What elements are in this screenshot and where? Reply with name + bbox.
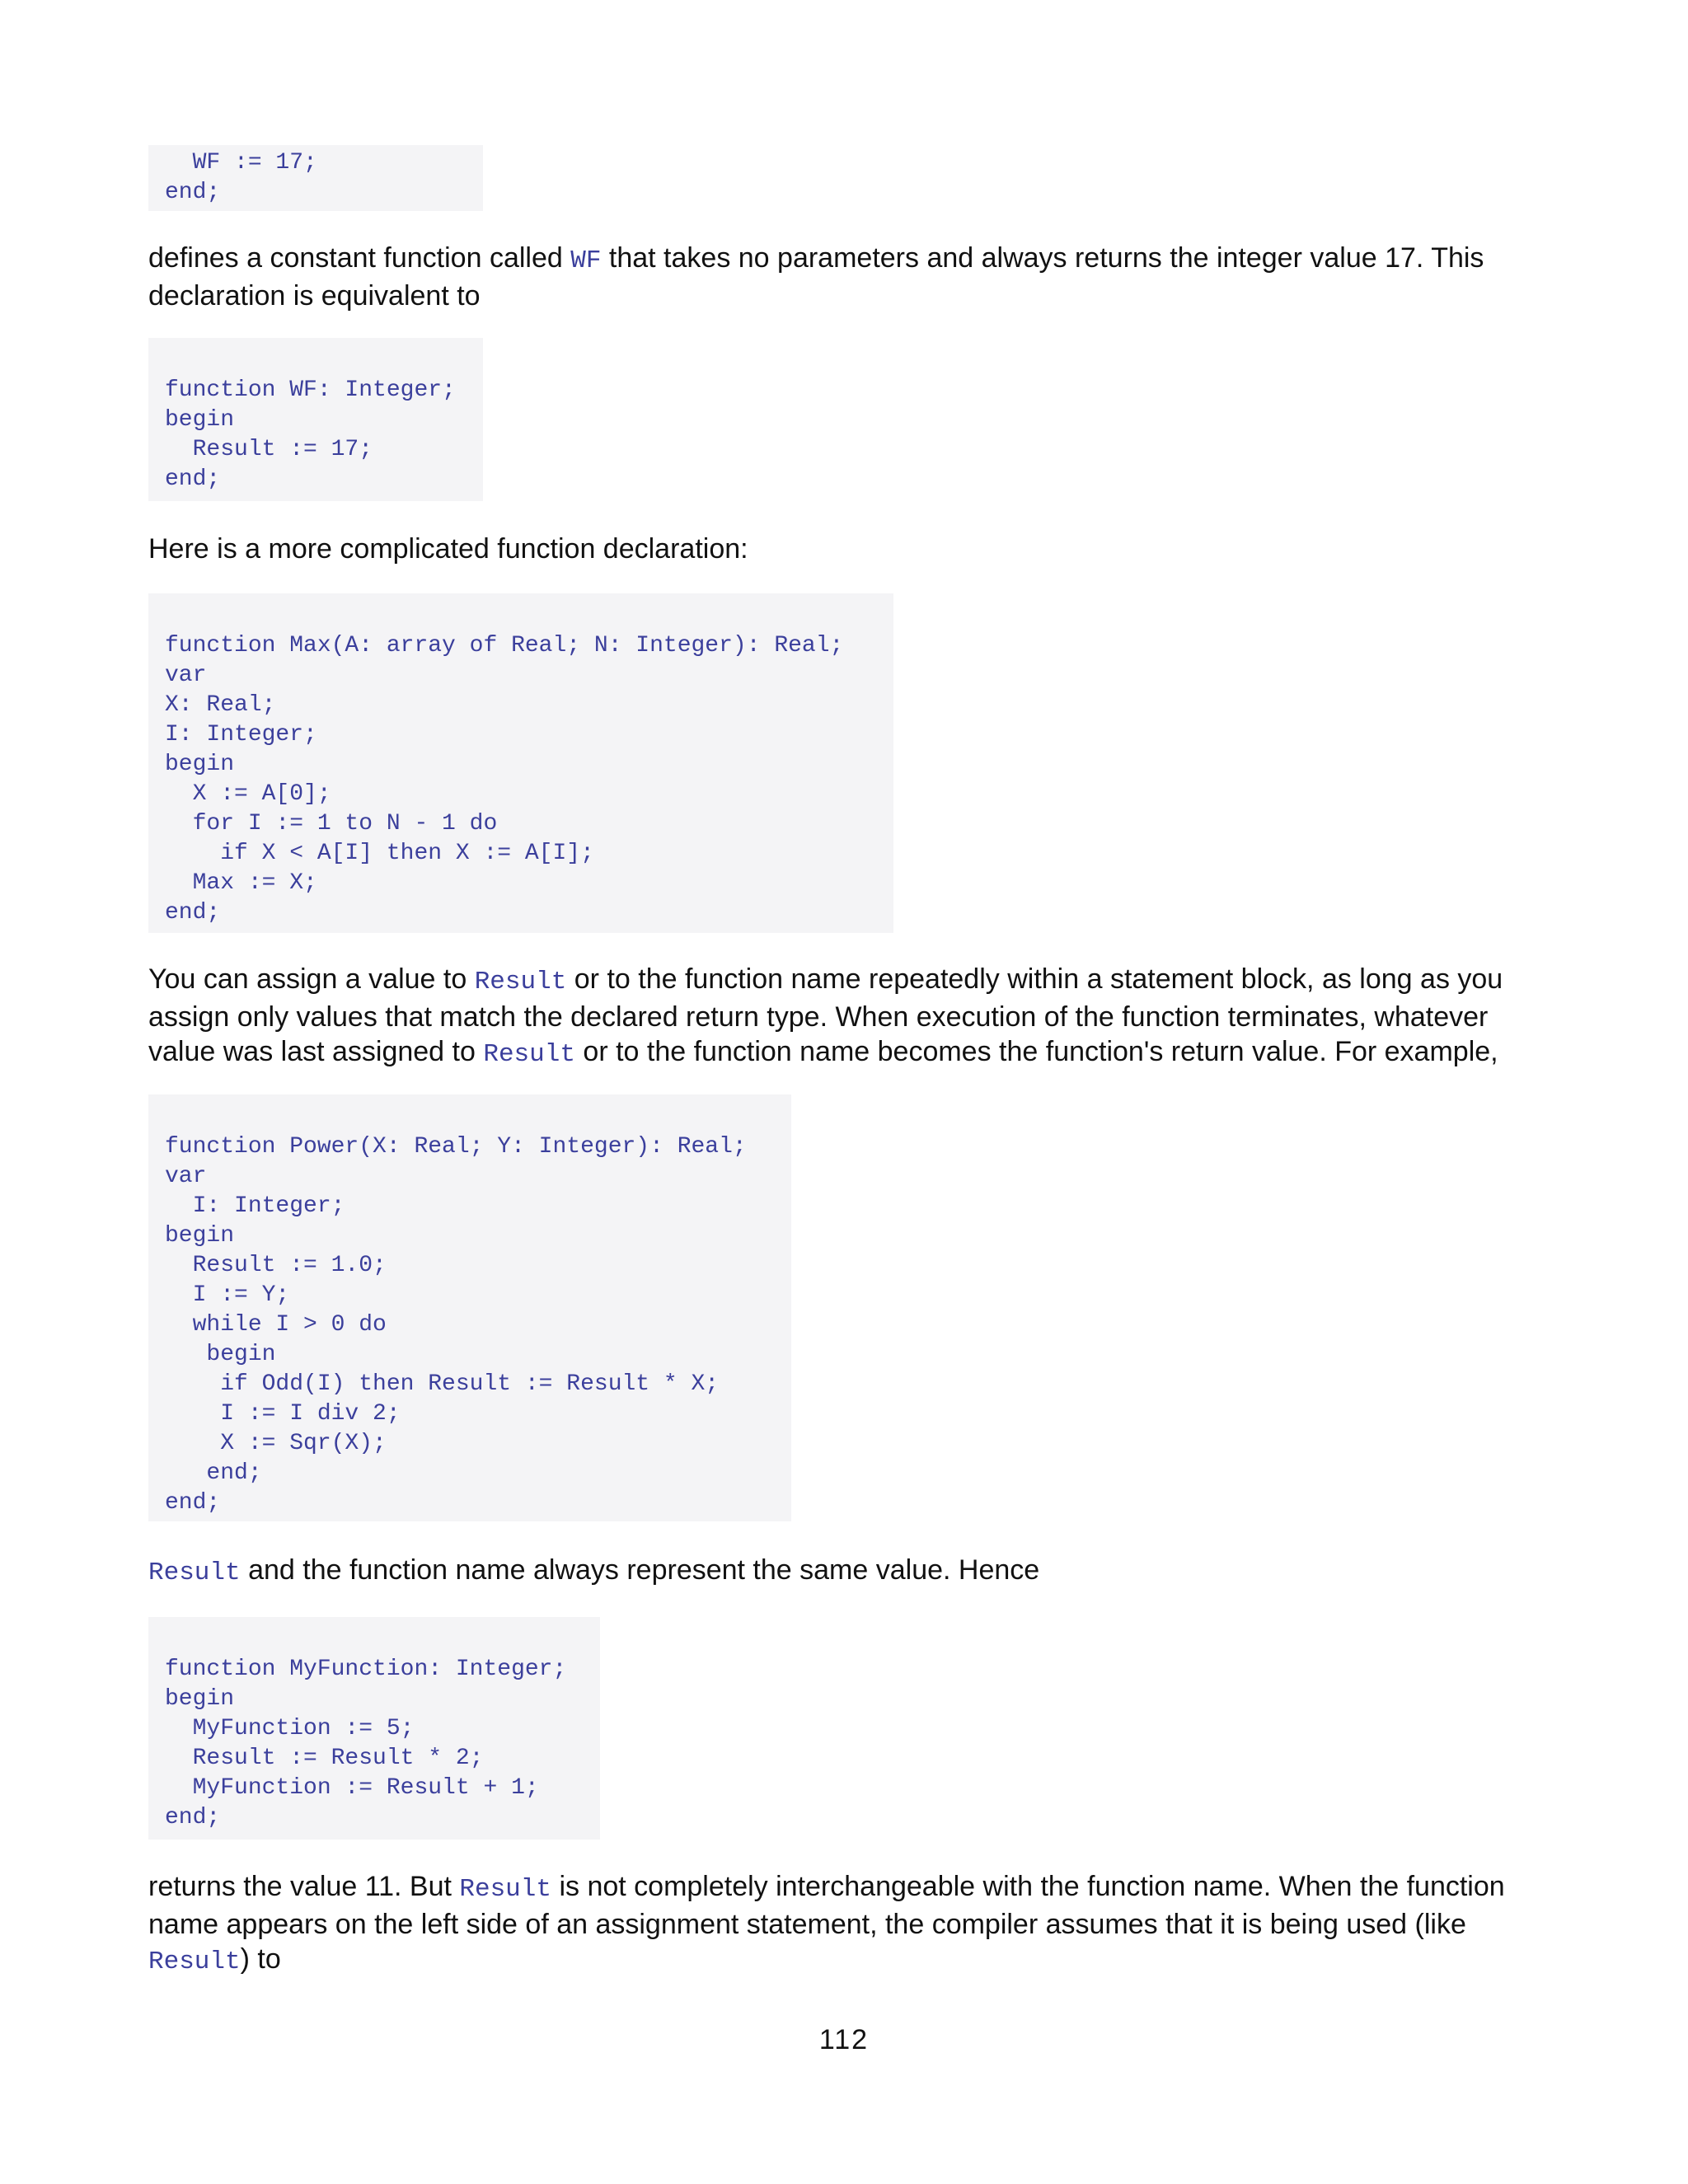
inline-code-wf: WF xyxy=(570,246,602,275)
text-fragment: returns the value 11. But xyxy=(148,1871,460,1902)
text-fragment: defines a constant function called xyxy=(148,242,571,274)
paragraph-result-same-value xyxy=(148,1553,1550,1591)
code-block-power-function: function Power(X: Real; Y: Integer): Real; var I: Integer; begin Result := 1.0; I := Y; while I > 0 do begin if Odd(I) then Result := Result * X; I := I div 2; X := Sqr(X); end; end; xyxy=(148,1094,791,1521)
inline-code-result: Result xyxy=(483,1040,575,1069)
inline-code-result: Result xyxy=(148,1947,241,1976)
code-block-wf-const: WF := 17; end; xyxy=(148,145,483,211)
paragraph-complicated-intro: Here is a more complicated function declaration: xyxy=(148,533,748,565)
inline-code-result: Result xyxy=(459,1875,551,1904)
inline-code-result: Result xyxy=(148,1558,241,1587)
code-block-wf-function: function WF: Integer; begin Result := 17; end; xyxy=(148,338,483,501)
text-fragment: is not completely interchangeable with the function name. When the function name appears on the left side of an assignment statement, the compiler assumes that it is being used (like xyxy=(148,1871,1505,1940)
code-block-myfunction: function MyFunction: Integer; begin MyFunction := 5; Result := Result * 2; MyFunction := Result + 1; end; xyxy=(148,1617,600,1840)
text-fragment: that takes no parameters and always returns the integer value 17. This declaration is equivalent to xyxy=(148,242,1484,312)
text-fragment: or to the function name repeatedly within a statement block, as long as you assign only values that match the declared return type. When execution of the function terminates, whatever value was last assigned to xyxy=(148,963,1503,1067)
text-fragment: or to the function name becomes the function's return value. For example, xyxy=(574,1036,1498,1067)
paragraph-wf-description xyxy=(148,241,1550,313)
text-fragment: and the function name always represent the same value. Hence xyxy=(240,1554,1040,1586)
paragraph-returns-eleven xyxy=(148,1869,1550,1980)
paragraph-result-assignment xyxy=(148,962,1550,1072)
inline-code-result: Result xyxy=(474,968,567,996)
text-fragment: ) to xyxy=(240,1943,281,1975)
page-number: 112 xyxy=(818,2024,870,2055)
text-fragment: You can assign a value to xyxy=(148,963,475,995)
code-block-max-function: function Max(A: array of Real; N: Integer): Real; var X: Real; I: Integer; begin X := A[0]; for I := 1 to N - 1 do if X < A[I] then X := A[I]; Max := X; end; xyxy=(148,593,893,933)
